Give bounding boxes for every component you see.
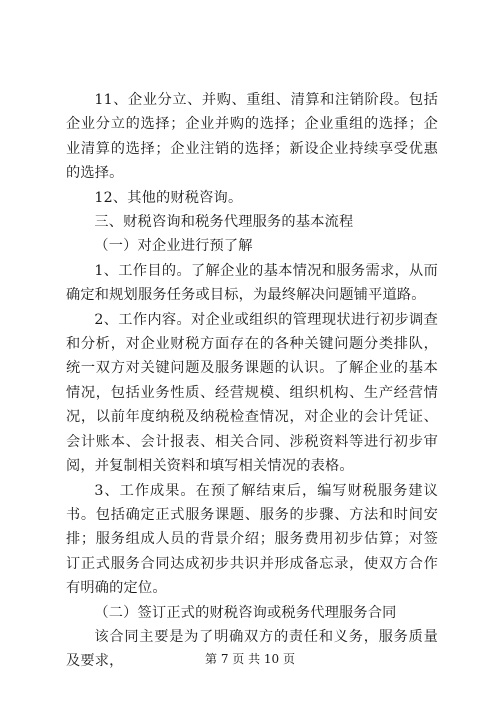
subsection-heading-2: （二）签订正式的财税咨询或税务代理服务合同 <box>94 604 397 621</box>
document-body <box>66 88 438 674</box>
paragraph-item-12: 12、其他的财税咨询。 <box>94 189 243 206</box>
paragraph-work-purpose: 1、工作目的。了解企业的基本情况和服务需求，从而确定和规划服务任务或目标，为最终解决问题铺平道路。 <box>66 262 438 304</box>
paragraph-contract-purpose: 该合同主要是为了明确双方的责任和义务，服务质量及要求， <box>66 628 438 670</box>
subsection-heading-1: （一）对企业进行预了解 <box>94 238 253 255</box>
paragraph-work-result: 3、工作成果。在预了解结束后，编写财税服务建议书。包括确定正式服务课题、服务的步骤、方法和时间安排；服务组成人员的背景介绍；服务费用初步估算；对签订正式服务合同达成初步共识并形成备忘录，使双方合作有明确的定位。 <box>66 482 438 597</box>
paragraph-item-11: 11、企业分立、并购、重组、清算和注销阶段。包括企业分立的选择；企业并购的选择；企业重组的选择；企业清算的选择；企业注销的选择；新设企业持续享受优惠的选择。 <box>66 92 438 182</box>
page-footer: 第 7 页 共 10 页 <box>205 652 295 666</box>
section-heading-3: 三、财税咨询和税务代理服务的基本流程 <box>94 214 354 231</box>
paragraph-work-content: 2、工作内容。对企业或组织的管理现状进行初步调查和分析，对企业财税方面存在的各种关键问题分类排队，统一双方对关键问题及服务课题的认识。了解企业的基本情况，包括业务性质、经营规模、组织机构、生产经营情况，以前年度纳税及纳税检查情况，对企业的会计凭证、会计账本、会计报表、相关合同、涉税资料等进行初步审阅，并复制相关资料和填写相关情况的表格。 <box>66 311 438 475</box>
